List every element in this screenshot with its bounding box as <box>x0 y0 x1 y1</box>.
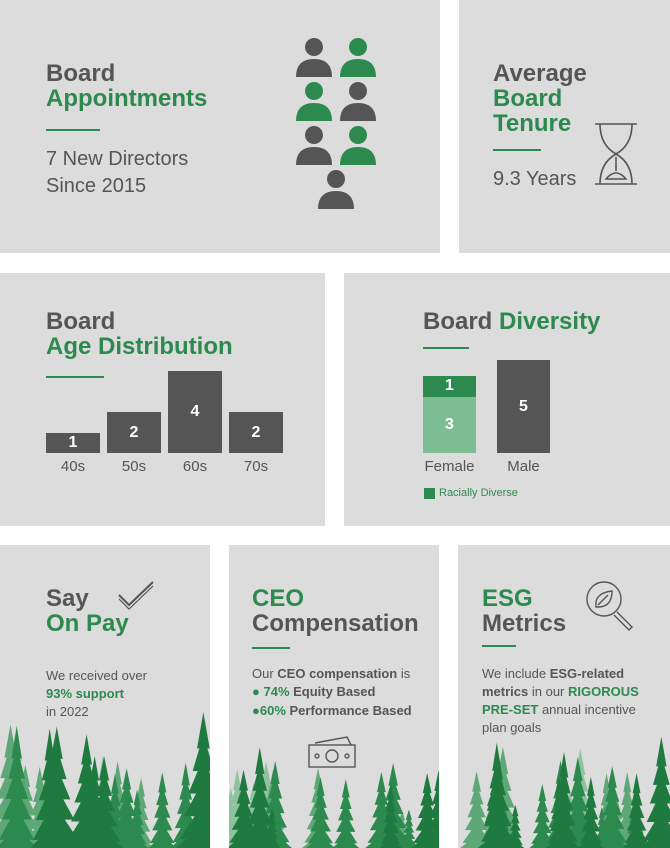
person-icon <box>296 82 332 121</box>
person-icon <box>340 38 376 77</box>
ceo-intro-c: is <box>397 666 411 681</box>
esg-t5: RIGOROUS <box>568 684 639 699</box>
age-tick-label: 70s <box>243 458 269 475</box>
age-title-2: Age Distribution <box>46 333 233 360</box>
diversity-bar-diverse: 1 <box>423 376 476 397</box>
esg-panel <box>458 545 670 848</box>
esg-t6: PRE-SET <box>482 702 539 717</box>
esg-line-1 <box>482 665 624 683</box>
esg-t4: in our <box>528 684 568 699</box>
appointments-panel <box>0 0 440 253</box>
diversity-title-1: Board <box>423 308 493 335</box>
tree-silhouette <box>458 728 670 848</box>
age-bar: 4 <box>168 371 222 453</box>
say-text-2: in 2022 <box>46 704 89 719</box>
diversity-bar: 3 <box>423 397 476 453</box>
esg-t7: annual incentive <box>538 702 636 717</box>
tenure-title-1: Average <box>493 60 587 87</box>
hourglass-icon <box>593 121 639 187</box>
esg-title-1: ESG <box>482 585 533 612</box>
person-icon <box>296 38 332 77</box>
ceo-b2-txt: Performance Based <box>285 703 412 718</box>
ceo-b2-pct: 60% <box>259 703 286 718</box>
ceo-intro-b: CEO compensation <box>277 666 398 681</box>
age-title-1: Board <box>46 308 116 335</box>
age-bar: 2 <box>229 412 283 453</box>
appointments-title-1: Board <box>46 60 116 87</box>
diversity-tick-label: Male <box>507 458 540 475</box>
diversity-bar: 5 <box>497 360 550 453</box>
tenure-rule <box>493 149 541 151</box>
pine-tree <box>332 779 359 848</box>
appointments-line-1: 7 New Directors <box>46 148 189 170</box>
say-title-1: Say <box>46 585 89 612</box>
diversity-tick-label: Female <box>424 458 475 475</box>
appointments-rule <box>46 129 100 131</box>
esg-title-2: Metrics <box>482 610 567 637</box>
tenure-value: 9.3 Years <box>493 168 577 190</box>
age-bar: 1 <box>46 433 100 454</box>
leaf-magnifier-icon <box>584 579 638 633</box>
ceo-title-2: Compensation <box>252 610 419 637</box>
person-icon <box>318 170 354 209</box>
say-on-pay-panel <box>0 545 210 848</box>
tree-silhouette <box>0 698 210 848</box>
tenure-panel <box>459 0 670 253</box>
appointments-title-2: Appointments <box>46 85 208 112</box>
age-bar: 2 <box>107 412 161 453</box>
diversity-panel <box>344 273 670 526</box>
ceo-bullet-2: ●60% Performance Based <box>252 703 412 718</box>
tenure-title-2: Board <box>493 85 563 112</box>
ceo-intro <box>252 665 410 683</box>
ceo-b1-pct: 74% <box>263 684 290 699</box>
ceo-rule <box>252 647 290 649</box>
appointments-line-2: Since 2015 <box>46 175 147 197</box>
person-icon <box>296 126 332 165</box>
ceo-bullet-1: ● 74% Equity Based <box>252 684 376 699</box>
esg-t3: metrics <box>482 684 529 699</box>
ceo-title-1: CEO <box>252 585 305 612</box>
person-icon <box>340 82 376 121</box>
age-tick-label: 60s <box>182 458 208 475</box>
legend-label: Racially Diverse <box>439 487 518 499</box>
people-icon-group <box>290 35 390 215</box>
age-tick-label: 50s <box>121 458 147 475</box>
checkmark-icon <box>116 579 156 611</box>
tenure-title-3: Tenure <box>493 110 572 137</box>
age-chart <box>0 273 325 526</box>
say-text-1: We received over <box>46 668 147 683</box>
esg-t2: ESG-related <box>549 666 625 681</box>
ceo-intro-a: Our <box>252 666 278 681</box>
say-title-2: On Pay <box>46 610 129 637</box>
legend-swatch <box>424 488 435 499</box>
pine-tree <box>148 772 176 848</box>
person-icon <box>340 126 376 165</box>
esg-line-2 <box>482 683 639 701</box>
diversity-title-2: Diversity <box>499 308 601 335</box>
ceo-b1-txt: Equity Based <box>289 684 376 699</box>
esg-line-3 <box>482 701 636 719</box>
ceo-panel <box>229 545 439 848</box>
pine-tree <box>640 737 670 848</box>
esg-rule <box>482 645 516 647</box>
esg-line-4: plan goals <box>482 720 542 735</box>
esg-t1: We include <box>482 666 550 681</box>
age-tick-label: 40s <box>60 458 86 475</box>
tree-silhouette <box>229 738 439 848</box>
say-highlight: 93% support <box>46 686 125 701</box>
age-panel <box>0 273 325 526</box>
